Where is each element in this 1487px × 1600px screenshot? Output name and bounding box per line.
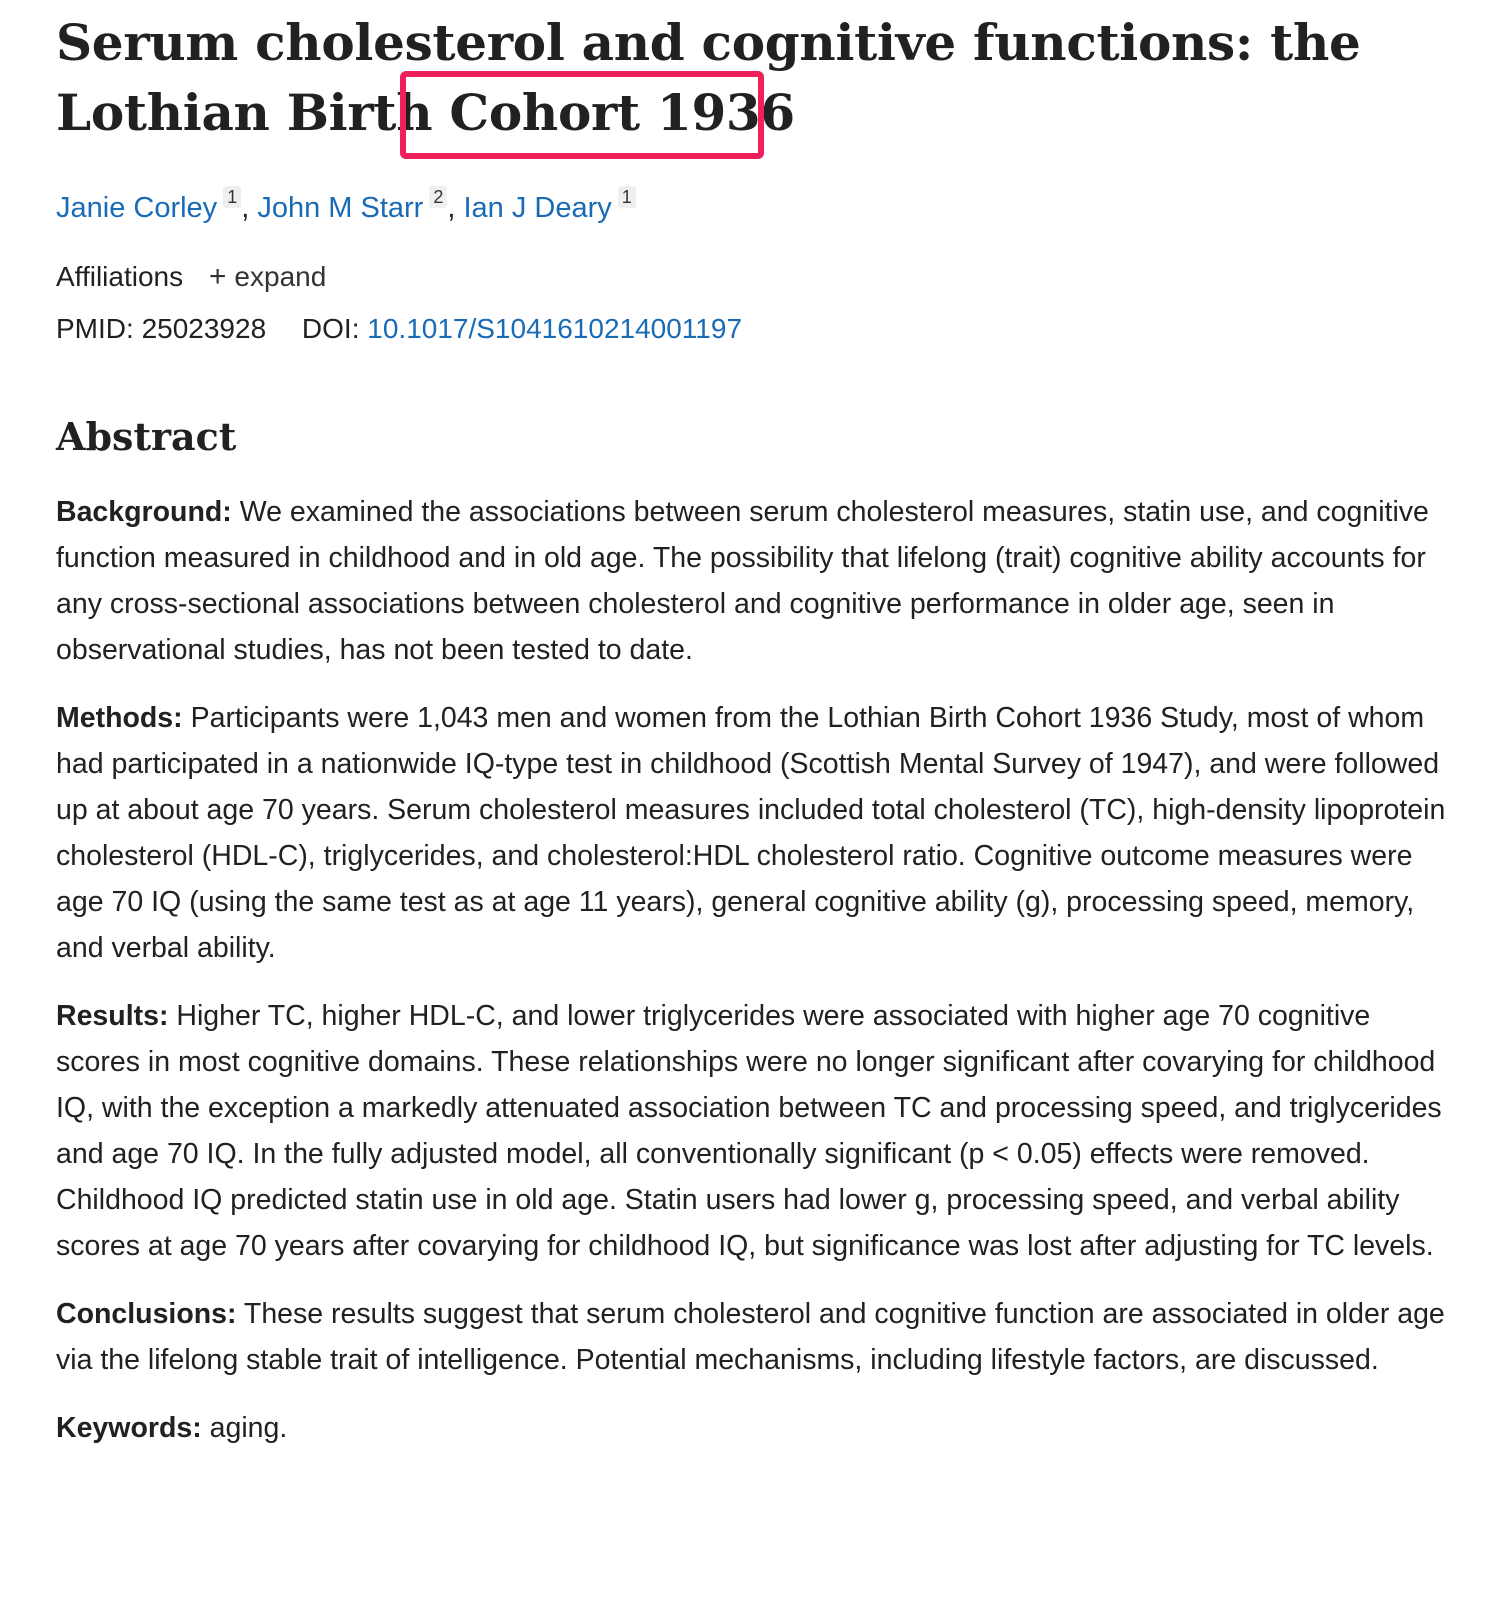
keyword-link[interactable]: aging.	[209, 1412, 288, 1444]
affiliations-label: Affiliations	[56, 261, 184, 292]
section-text: We examined the associations between serum cholesterol measures, statin use, and cognitive function measured in childhood and in old age. The possibility that lifelong (trait) cognitive ability accounts for any cross-sectional associations between cholesterol and cognitive performance in older age, seen in observational studies, has not been tested to date.	[56, 496, 1429, 666]
section-text: Higher TC, higher HDL-C, and lower triglycerides were associated with higher age 70 cognitive scores in most cognitive domains. These relationships were no longer significant after covarying for childhood IQ, with the exception a markedly attenuated association between TC and processing speed, and triglycerides and age 70 IQ. In the fully adjusted model, all conventionally significant (p < 0.05) effects were removed. Childhood IQ predicted statin use in old age. Statin users had lower g, processing speed, and verbal ability scores at age 70 years after covarying for childhood IQ, but significance was lost after adjusting for TC levels.	[56, 1000, 1442, 1262]
pmid-value: 25023928	[141, 313, 267, 344]
section-label: Methods:	[56, 702, 183, 734]
affiliation-sup[interactable]: 1	[618, 186, 636, 208]
section-text: Participants were 1,043 men and women from the Lothian Birth Cohort 1936 Study, most of whom had participated in a nationwide IQ-type test in childhood (Scottish Mental Survey of 1947), and were followed up at about age 70 years. Serum cholesterol measures included total cholesterol (TC), high-density lipoprotein cholesterol (HDL-C), triglycerides, and cholesterol:HDL cholesterol ratio. Cognitive outcome measures were age 70 IQ (using the same test as at age 11 years), general cognitive ability (g), processing speed, memory, and verbal ability.	[56, 702, 1446, 964]
author-link-starr[interactable]: John M Starr	[257, 192, 424, 224]
affiliation-sup[interactable]: 1	[223, 186, 241, 208]
affiliations-expand-button[interactable]	[209, 261, 326, 292]
section-label: Keywords:	[56, 1412, 202, 1444]
affiliations-row	[56, 260, 1456, 294]
affiliation-sup[interactable]: 2	[429, 186, 447, 208]
section-label: Background:	[56, 496, 232, 528]
abstract-results	[56, 993, 1446, 1269]
plus-icon: +	[208, 260, 227, 293]
author-link-corley[interactable]: Janie Corley	[56, 192, 218, 224]
doi-label: DOI:	[301, 313, 360, 344]
doi-link[interactable]: 10.1017/S1041610214001197	[367, 313, 743, 344]
article-title: Serum cholesterol and cognitive functions: the Lothian Birth Cohort 1936	[56, 13, 1361, 142]
article-page	[56, 0, 1456, 1473]
section-label: Conclusions:	[56, 1298, 237, 1330]
abstract-conclusions	[56, 1291, 1446, 1383]
author-link-deary[interactable]: Ian J Deary	[463, 192, 612, 224]
identifiers-row	[56, 312, 1456, 346]
author-list: Janie Corley 1 , John M Starr 2 , Ian J Deary 1	[56, 186, 1456, 228]
abstract-background	[56, 489, 1446, 673]
abstract-keywords	[56, 1405, 1446, 1451]
abstract-methods	[56, 695, 1446, 971]
expand-label: expand	[234, 261, 327, 292]
section-text: These results suggest that serum cholesterol and cognitive function are associated in older age via the lifelong stable trait of intelligence. Potential mechanisms, including lifestyle factors, are discussed.	[56, 1298, 1445, 1376]
abstract-heading: Abstract	[56, 414, 237, 459]
section-label: Results:	[56, 1000, 169, 1032]
pmid-label: PMID:	[56, 313, 134, 344]
